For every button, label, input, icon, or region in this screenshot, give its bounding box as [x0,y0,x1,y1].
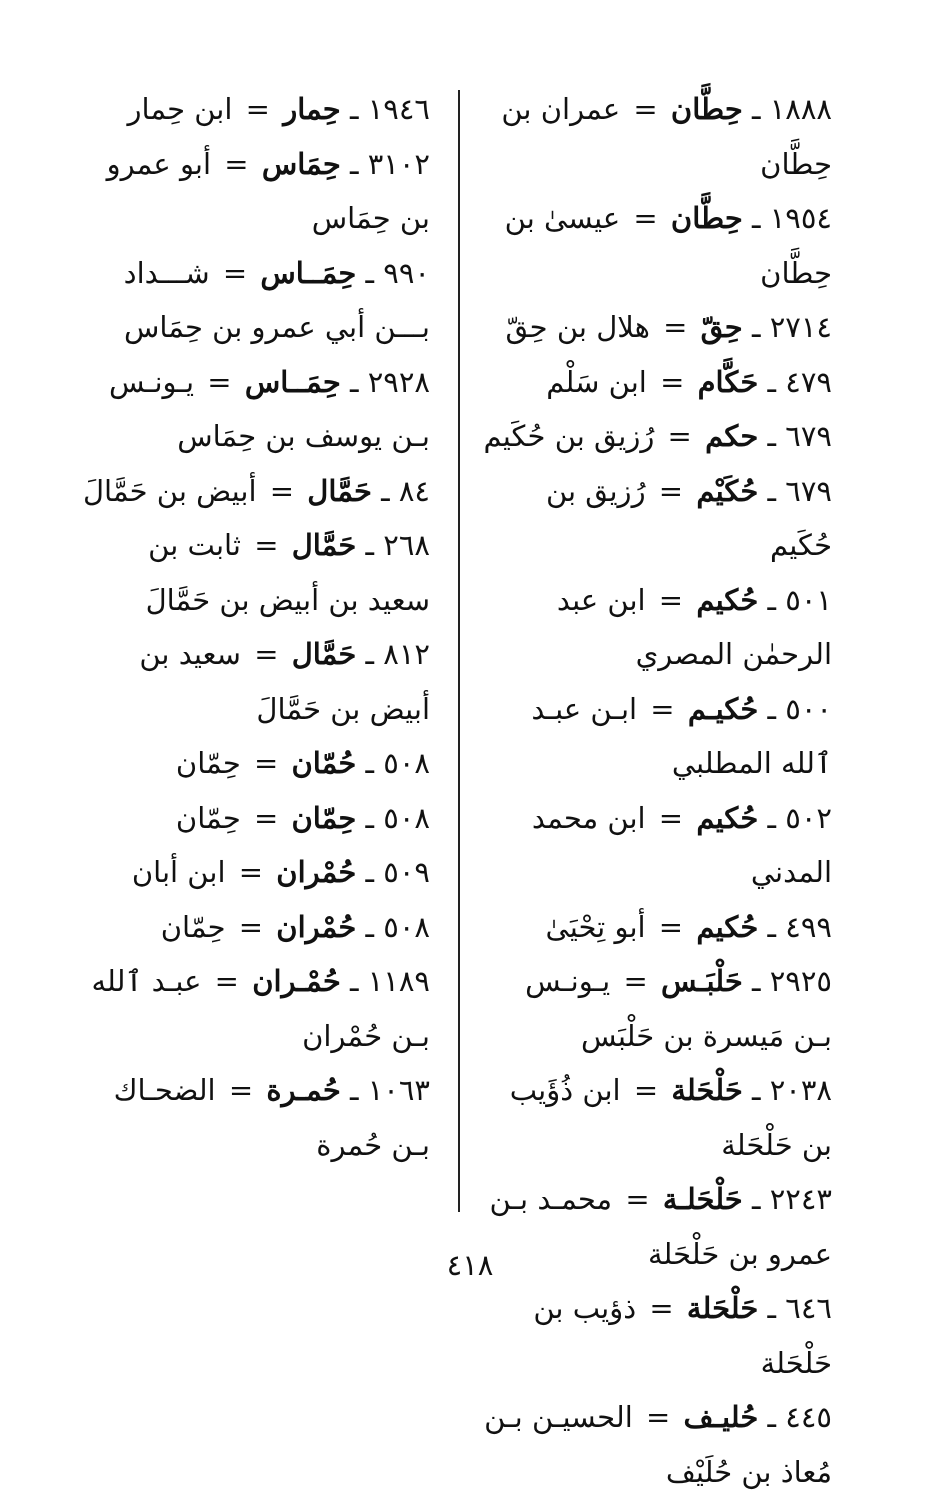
entry-equals: = [224,146,249,181]
index-entry [482,409,832,464]
entry-number: ٩٩٠ [383,255,430,290]
entry-number: ٢٩٢٨ [367,364,430,399]
entry-dash: ـ [767,582,777,617]
entry-dash: ـ [751,92,761,126]
entry-dash: ـ [349,146,359,181]
entry-dash: ـ [767,1291,777,1325]
entry-dash: ـ [365,746,375,780]
entry-equals: = [254,637,279,671]
entry-headword: حَلْبَـس [661,964,743,998]
entry-number: ٥٠٠ [785,691,832,726]
entry-dash: ـ [349,364,359,399]
entry-number: ٢٢٤٣ [769,1182,832,1216]
index-entry [482,300,832,355]
entry-text: عبـد ٱلله بـن حُمْران [91,964,430,1053]
entry-headword: حِقّ [700,310,743,344]
entry-headword: حِمَــاس [244,364,341,399]
entry-dash: ـ [767,800,777,835]
entry-equals: = [650,691,675,726]
entry-number: ٦٧٩ [785,473,832,508]
entry-dash: ـ [365,528,375,562]
entry-equals: = [625,1182,650,1216]
entry-equals: = [633,1073,659,1107]
entry-equals: = [222,255,248,290]
entry-equals: = [658,909,684,944]
entry-headword: حُمـرة [266,1073,341,1107]
entry-headword: حكم [705,419,759,453]
entry-number: ٥٠٩ [383,855,430,889]
entry-equals: = [633,92,658,126]
entry-text: رُزيق بن حُكَيم [483,419,655,453]
entry-text: شـــداد بـــن أبي عمرو بن حِمَاس [123,255,430,344]
entry-dash: ـ [365,855,375,889]
entry-number: ٦٤٦ [785,1291,832,1325]
index-entry [80,845,430,900]
column-divider [458,90,460,1212]
entry-number: ٥٠٢ [785,800,832,835]
entry-number: ٥٠١ [785,582,832,617]
entry-text: حِمّان [175,746,241,780]
entry-number: ٨١٢ [383,637,430,671]
entry-headword: حِطَّان [670,201,743,235]
entry-text: محمـد بـن عمرو بن حَلْحَلة [489,1182,832,1271]
entry-number: ٢٠٣٨ [769,1073,832,1107]
entry-equals: = [667,419,692,453]
index-entry [482,82,832,191]
entry-headword: حِمَاس [261,146,341,181]
index-entry [482,682,832,791]
entry-number: ٢٩٢٥ [769,964,832,998]
entry-equals: = [245,92,270,126]
index-entry [80,1063,430,1172]
index-entry [80,355,430,464]
entry-text: أبيض بن حَمَّالَ [82,473,257,508]
index-entry [482,1063,832,1172]
entry-text: ابن ذُؤَيب بن حَلْحَلة [509,1073,832,1162]
index-entry [80,137,430,246]
entry-headword: حُكيم [696,800,759,835]
entry-text: عيسىٰ بن حِطَّان [504,201,832,290]
entry-number: ٤٩٩ [785,909,832,944]
index-column-right [482,82,832,1499]
entry-number: ٥٠٨ [383,800,430,835]
entry-equals: = [658,473,684,508]
index-entry [80,246,430,355]
entry-text: ابن أبان [131,855,226,889]
index-entry [80,791,430,846]
entry-text: حِمّان [175,800,241,835]
entry-text: هلال بن حِقّ [505,310,650,344]
index-entry [80,518,430,627]
entry-headword: حِطَّان [670,92,743,126]
entry-dash: ـ [751,964,761,998]
entry-dash: ـ [365,909,375,944]
entry-headword: حِمار [283,92,341,126]
index-entry [80,627,430,736]
entry-text: رُزيق بن حُكَيم [545,473,832,562]
entry-headword: حَلْحَلة [671,1073,743,1107]
entry-dash: ـ [349,964,359,998]
entry-headword: حُمْران [276,855,357,889]
index-entry [482,954,832,1063]
entry-text: ابـن عبـد ٱلله المطلبي [531,691,832,780]
entry-dash: ـ [767,909,777,944]
entry-equals: = [646,1400,671,1434]
entry-equals: = [658,800,684,835]
entry-number: ٤٧٩ [785,364,832,399]
entry-dash: ـ [767,1400,777,1434]
entry-number: ٥٠٨ [383,746,430,780]
index-entry [80,736,430,791]
entry-number: ٢٦٨ [383,528,430,562]
entry-headword: حَمَّال [291,528,357,562]
entry-headword: حَلْحَلـة [662,1182,743,1216]
entry-number: ١٠٦٣ [367,1073,430,1107]
entry-number: ١١٨٩ [367,964,430,998]
index-entry [482,191,832,300]
entry-equals: = [228,1073,254,1107]
entry-equals: = [658,582,684,617]
entry-number: ٤٤٥ [785,1400,832,1434]
page-number: ٤١٨ [446,1248,494,1282]
entry-text: عمران بن حِطَّان [501,92,832,181]
entry-headword: حِمَــاس [260,255,357,290]
entry-number: ٢٧١٤ [769,310,832,344]
entry-dash: ـ [767,691,777,726]
entry-equals: = [633,201,658,235]
index-entry [482,900,832,955]
index-entry [80,900,430,955]
entry-headword: حَلْحَلة [686,1291,759,1325]
entry-text: ابن عبد الرحمٰن المصري [556,582,832,671]
entry-number: ١٨٨٨ [769,92,832,126]
entry-equals: = [649,1291,674,1325]
entry-equals: = [663,310,688,344]
entry-text: ثابت بن سعيد بن أبيض بن حَمَّالَ [145,528,430,617]
index-entry [482,1281,832,1390]
entry-equals: = [254,528,279,562]
entry-dash: ـ [365,800,375,835]
entry-dash: ـ [751,1182,761,1216]
entry-headword: حِمّان [291,800,357,835]
index-entry [482,464,832,573]
entry-headword: حُمّان [291,746,357,780]
entry-text: يـونـس بـن يوسف بن حِمَاس [108,364,430,453]
entry-number: ٦٧٩ [785,419,832,453]
entry-dash: ـ [751,201,761,235]
entry-text: الحسيـن بـن مُعاذ بن حُلَيْف [484,1400,832,1489]
index-entry [482,1390,832,1499]
entry-text: ابن سَلْم [546,364,647,399]
entry-equals: = [253,800,279,835]
entry-number: ١٩٤٦ [367,92,430,126]
index-column-left [80,82,430,1172]
entry-headword: حُليـف [683,1400,759,1434]
entry-text: حِمّان [160,909,226,944]
entry-text: سعيد بن أبيض بن حَمَّالَ [139,637,430,726]
entry-headword: حُكيم [696,909,759,944]
entry-equals: = [214,964,239,998]
entry-dash: ـ [767,419,777,453]
entry-headword: حُمْران [276,909,357,944]
entry-equals: = [253,746,279,780]
entry-dash: ـ [381,473,390,508]
entry-dash: ـ [349,1073,359,1107]
index-entry [482,573,832,682]
entry-headword: حَكَّام [697,364,759,399]
index-entry [80,954,430,1063]
entry-dash: ـ [751,310,761,344]
entry-equals: = [207,364,232,399]
entry-text: ابن محمد المدني [531,800,832,889]
entry-equals: = [238,909,264,944]
index-entry [482,791,832,900]
entry-dash: ـ [767,364,777,399]
entry-headword: حُمْـران [252,964,341,998]
entry-equals: = [623,964,648,998]
entry-text: أبو تِحْيَىٰ [545,909,646,944]
entry-dash: ـ [767,473,777,508]
entry-text: يـونـس بـن مَيسرة بن حَلْبَس [525,964,832,1053]
index-entry [80,464,430,519]
entry-equals: = [660,364,685,399]
entry-equals: = [269,473,295,508]
entry-dash: ـ [349,92,359,126]
entry-number: ٨٤ [398,473,430,508]
index-entry [482,355,832,410]
entry-headword: حَمَّال [307,473,372,508]
entry-headword: حُكيم [696,582,759,617]
entry-headword: حَمَّال [291,637,357,671]
entry-text: أبو عمرو بن حِمَاس [106,146,430,235]
entry-headword: حُكيـم [687,691,759,726]
entry-number: ٥٠٨ [383,909,430,944]
entry-number: ١٩٥٤ [769,201,832,235]
entry-dash: ـ [365,637,375,671]
entry-headword: حُكَيْم [696,473,759,508]
entry-dash: ـ [751,1073,761,1107]
entry-equals: = [238,855,264,889]
entry-dash: ـ [365,255,375,290]
entry-text: الضحـاك بـن حُمرة [113,1073,430,1162]
index-entry [80,82,430,137]
entry-text: ابن حِمار [127,92,233,126]
entry-number: ٣١٠٢ [367,146,430,181]
entry-text: ذؤيب بن حَلْحَلة [533,1291,832,1380]
